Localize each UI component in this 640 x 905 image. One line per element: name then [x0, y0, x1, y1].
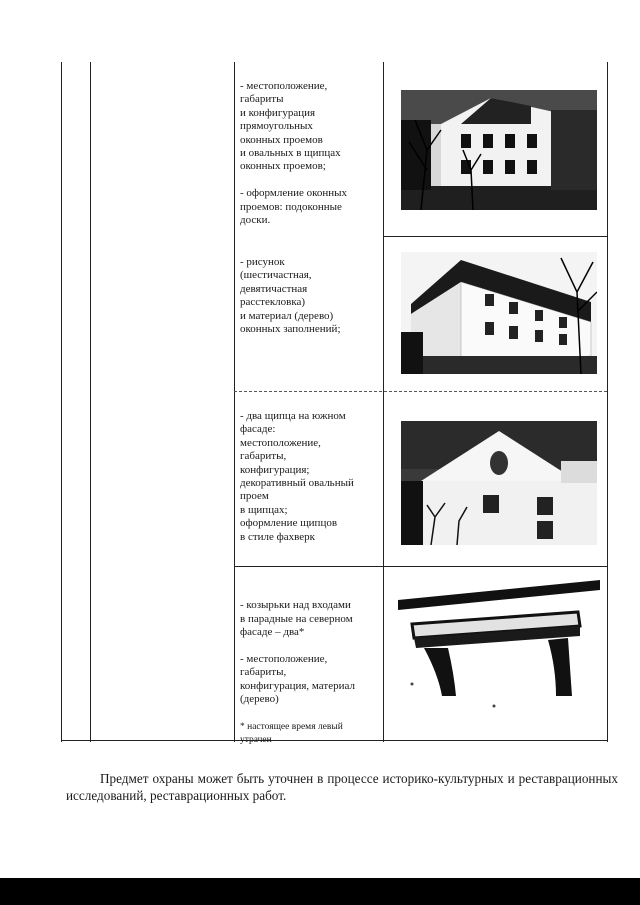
row-2-description: - рисунок (шестичастная, девятичастная расстекловка) и материал (дерево) оконных заполнений;	[240, 256, 341, 336]
row-1-description: - местоположение, габариты и конфигурация прямоугольных оконных проемов и овальных в щипцах оконных проемов; - оформление оконных проемов: подоконные доски.	[240, 80, 348, 227]
row-divider	[234, 566, 607, 567]
scan-edge	[0, 878, 640, 905]
table-column-divider	[383, 62, 384, 742]
gable-photo	[401, 421, 597, 545]
canopy-photo	[398, 578, 600, 712]
row-divider	[383, 236, 607, 237]
row-3-description: - два щипца на южном фасаде: местоположение, габариты, конфигурация; декоративный овальный проем в щипцах; оформление щипцов в стиле фахверк	[240, 410, 354, 543]
building-corner-photo	[401, 252, 597, 374]
row-divider	[234, 391, 607, 392]
table-column-divider	[234, 62, 235, 742]
row-4-text: - козырьки над входами в парадные на северном фасаде – два* - местоположение, габариты, конфигурация, материал (дерево)	[240, 599, 355, 706]
footer-paragraph: Предмет охраны может быть уточнен в процессе историко-культурных и реставрационных исследований, реставрационных работ.	[66, 771, 618, 803]
row-4-footnote: * настоящее время левый утрачен	[240, 722, 343, 746]
table-left-border	[61, 62, 62, 742]
building-facade-photo	[401, 90, 597, 210]
table-column-divider	[90, 62, 91, 742]
table-right-border	[607, 62, 608, 742]
row-4-description	[240, 586, 382, 747]
